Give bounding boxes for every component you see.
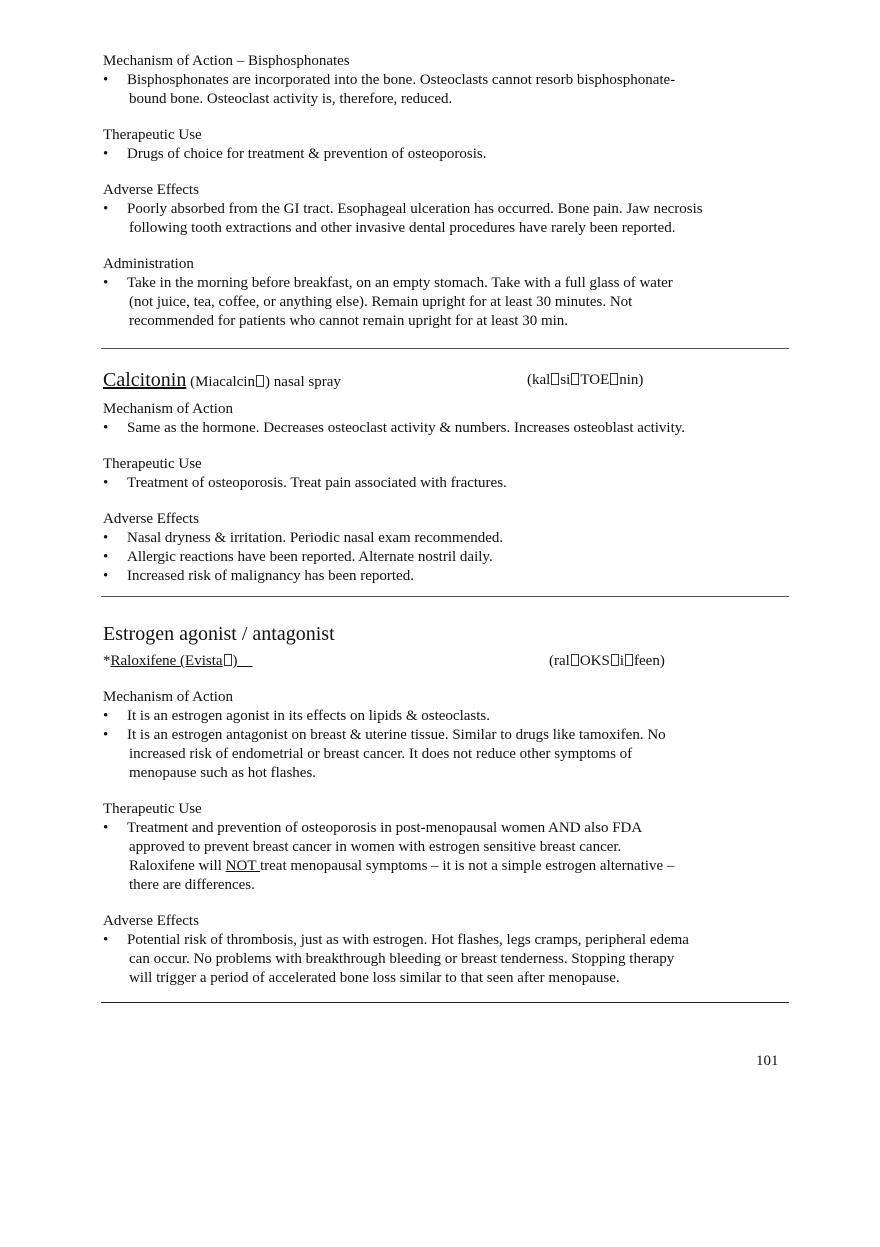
section-divider: [101, 1002, 789, 1003]
section-title: Estrogen agonist / antagonist: [103, 623, 335, 645]
page-number: 101: [756, 1053, 779, 1069]
bullet-icon: •: [103, 708, 109, 724]
calcitonin-title: Calcitonin (Miacalcin ) nasal spray (kal si TOE nin): [103, 369, 644, 391]
calcitonin-mechanism-heading: Mechanism of Action: [103, 401, 233, 417]
drug-name: Raloxifene (Evista ): [110, 653, 238, 669]
calcitonin-adverse-heading: Adverse Effects: [103, 511, 199, 527]
bullet-icon: •: [103, 820, 109, 836]
bullet-icon: •: [103, 530, 109, 546]
registered-mark-icon: [256, 375, 264, 387]
bullet-icon: •: [103, 727, 109, 743]
bisphos-use-heading: Therapeutic Use: [103, 127, 202, 143]
bullet-item: • Nasal dryness & irritation. Periodic nasal exam recommended.: [103, 530, 504, 546]
bullet-icon: •: [103, 275, 109, 291]
raloxifene-mechanism-heading: Mechanism of Action: [103, 689, 233, 705]
bullet-icon: •: [103, 420, 109, 436]
raloxifene-title: *Raloxifene (Evista ) (ral OKS i feen): [103, 653, 665, 669]
bullet-icon: •: [103, 475, 109, 491]
bullet-item: • Allergic reactions have been reported. Alternate nostril daily.: [103, 549, 493, 565]
emphasis-not: NOT: [225, 858, 260, 874]
bullet-icon: •: [103, 201, 109, 217]
document-page: Mechanism of Action – Bisphosphonates • Bisphosphonates are incorporated into the bone. Osteoclasts cannot resorb bisphosphonate- bound bone. Osteoclast activity is, therefore, reduced. Therapeutic Use • Drugs of choice for treatment & prevention of osteoporosis. Adverse Effects • Poorly absorbed from the GI tract. Esophageal ulceration has occurred. Bone pain. Jaw necrosis following tooth extractions and other invasive dental procedures have rarely been reported. Administration • Take in the morning before breakfast, on an empty stomach. Take with a full glass of water (not juice, tea, coffee, or anything else). Remain upright for at least 30 minutes. Not recommended for patients who cannot remain upright for at least 30 min. Calcitonin (Miacalcin ) nasal spray (kal si TOE nin) Mechanism of Action • Same as the hormone. Decreases osteoclast activity & numbers. Increases osteoblast activity. Therapeutic Use • Treatment of osteoporosis. Treat pain associated with fractures. Adverse Effects • Nasal dryness & irritation. Periodic nasal exam recommended. • Allergic reactions have been reported. Alternate nostril daily. • Increased risk of malignancy has been reported. Estrogen agonist / antagonist *Raloxifene (Evista ) (ral OKS i feen) Mechanism of Action • It is an estrogen agonist in its effects on lipids & osteoclasts. • It is an estrogen antagonist on breast & uterine tissue. Similar to drugs like tamoxifen. No increased risk of endometrial or breast cancer. It does not reduce other symptoms of menopause such as hot flashes. Therapeutic Use • Treatment and prevention of osteoporosis in post-menopausal women AND also FDA approved to prevent breast cancer in women with estrogen sensitive breast cancer. Raloxifene will NOT treat menopausal symptoms – it is not a simple estrogen alternative – there are differences. Adverse Effects • Potential risk of thrombosis, just as with estrogen. Hot flashes, legs cramps, peripheral edema can occur. No problems with breakthrough bleeding or breast tenderness. Stopping therapy will trigger a period of accelerated bone loss similar to that seen after menopause.: [103, 52, 793, 1003]
bullet-item: • Increased risk of malignancy has been reported.: [103, 568, 414, 584]
bullet-item: • Treatment of osteoporosis. Treat pain associated with fractures.: [103, 475, 507, 491]
bullet-icon: •: [103, 549, 109, 565]
bullet-icon: •: [103, 72, 109, 88]
syllable-dot-icon: [625, 654, 633, 666]
bisphos-adverse-heading: Adverse Effects: [103, 182, 199, 198]
syllable-dot-icon: [571, 373, 579, 385]
registered-mark-icon: [224, 654, 232, 666]
syllable-dot-icon: [611, 654, 619, 666]
bullet-item: • Bisphosphonates are incorporated into the bone. Osteoclasts cannot resorb bisphosphonate-: [103, 72, 676, 88]
bullet-item: • It is an estrogen agonist in its effects on lipids & osteoclasts.: [103, 708, 491, 724]
bullet-item: • Drugs of choice for treatment & prevention of osteoporosis.: [103, 146, 487, 162]
bullet-icon: •: [103, 146, 109, 162]
syllable-dot-icon: [571, 654, 579, 666]
calcitonin-use-heading: Therapeutic Use: [103, 456, 202, 472]
bullet-item: • It is an estrogen antagonist on breast & uterine tissue. Similar to drugs like tamoxifen. No: [103, 727, 666, 743]
pronunciation: (kal si TOE nin): [527, 372, 644, 388]
syllable-dot-icon: [551, 373, 559, 385]
syllable-dot-icon: [610, 373, 618, 385]
bullet-item: • Potential risk of thrombosis, just as with estrogen. Hot flashes, legs cramps, peripheral edema: [103, 932, 689, 948]
drug-name: Calcitonin: [103, 369, 187, 391]
raloxifene-use-heading: Therapeutic Use: [103, 801, 202, 817]
bullet-icon: •: [103, 932, 109, 948]
bullet-item: • Take in the morning before breakfast, on an empty stomach. Take with a full glass of water: [103, 275, 673, 291]
pronunciation: (ral OKS i feen): [549, 653, 665, 669]
bullet-item: • Treatment and prevention of osteoporosis in post-menopausal women AND also FDA: [103, 820, 643, 836]
bisphos-admin-heading: Administration: [103, 256, 194, 272]
bisphos-mechanism-heading: Mechanism of Action – Bisphosphonates: [103, 53, 350, 69]
bullet-item: • Poorly absorbed from the GI tract. Esophageal ulceration has occurred. Bone pain. Jaw necrosis: [103, 201, 703, 217]
raloxifene-adverse-heading: Adverse Effects: [103, 913, 199, 929]
bullet-item: • Same as the hormone. Decreases osteoclast activity & numbers. Increases osteoblast activity.: [103, 420, 686, 436]
bullet-icon: •: [103, 568, 109, 584]
